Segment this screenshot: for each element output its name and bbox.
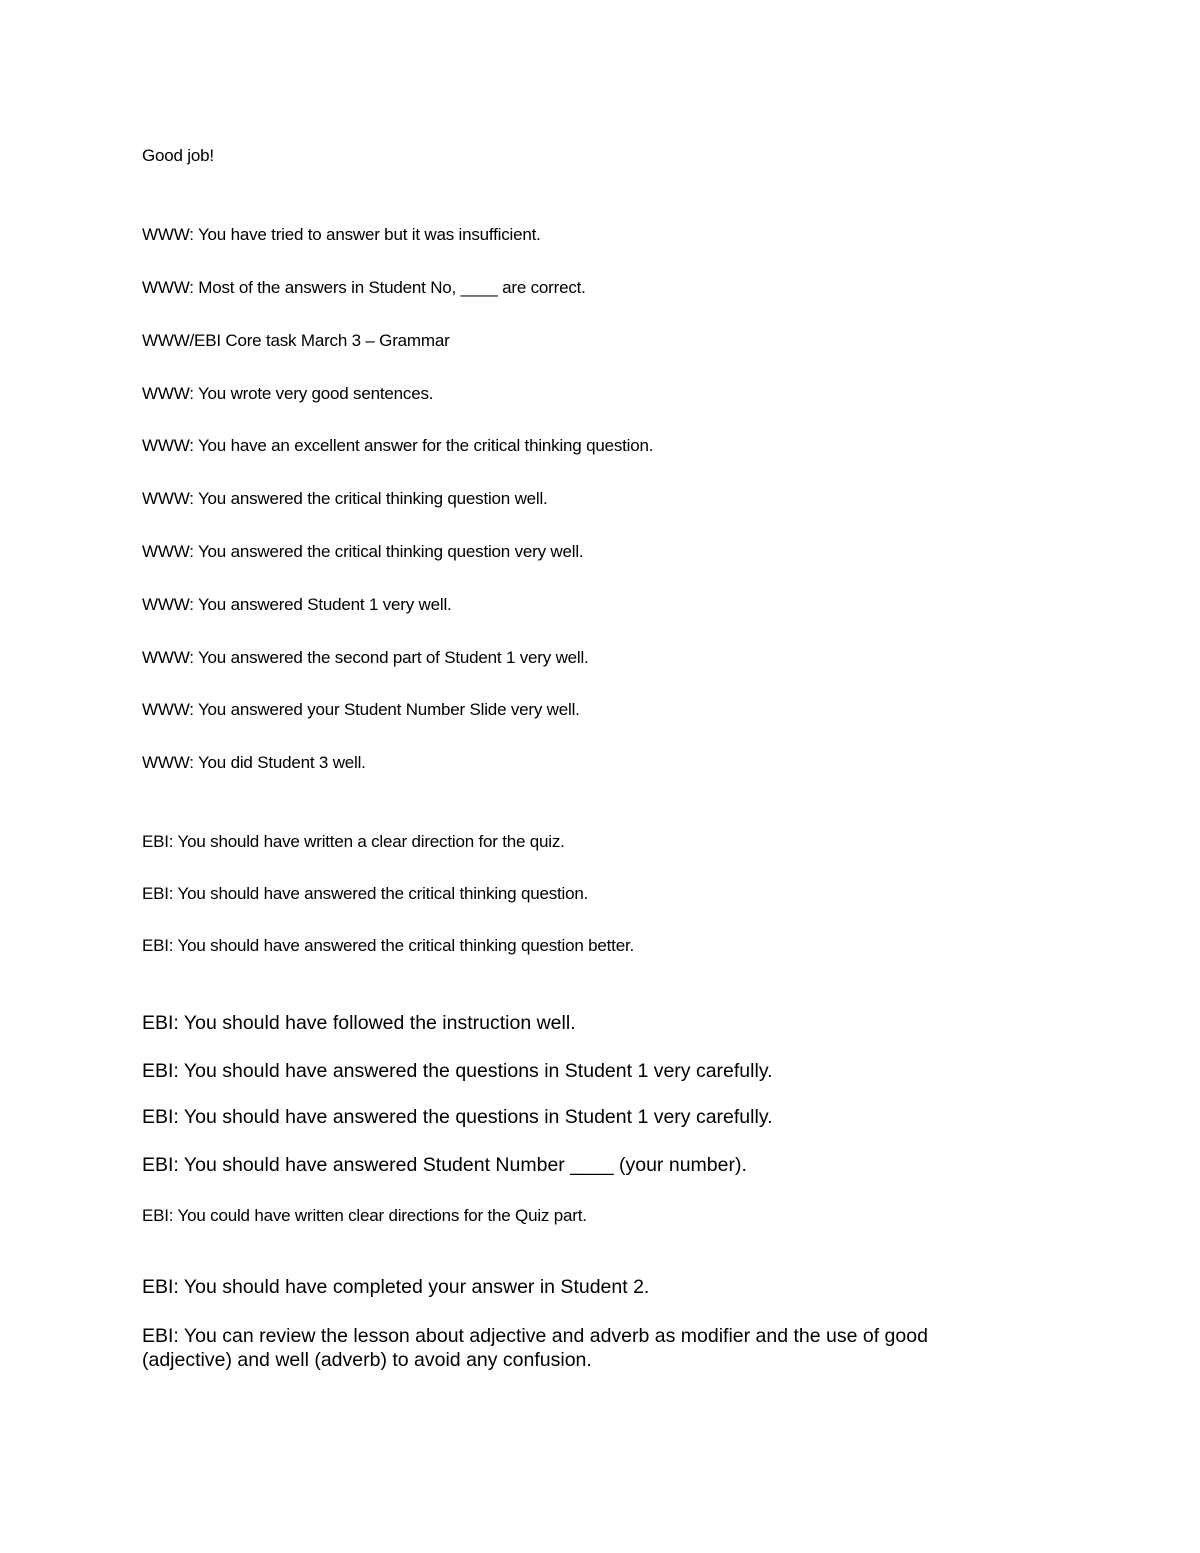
ebi-line: EBI: You should have answered the critical thinking question. — [142, 884, 589, 903]
ebi-line: EBI: You should have answered Student Number ____ (your number). — [142, 1154, 747, 1176]
www-line: WWW: You answered the critical thinking question very well. — [142, 542, 584, 561]
ebi-line: EBI: You should have answered the questions in Student 1 very carefully. — [142, 1106, 773, 1128]
www-line: WWW: You have tried to answer but it was insufficient. — [142, 225, 541, 244]
ebi-line: EBI: You could have written clear directions for the Quiz part. — [142, 1206, 587, 1225]
greeting-text: Good job! — [142, 146, 214, 165]
ebi-line: EBI: You should have answered the questions in Student 1 very carefully. — [142, 1060, 773, 1082]
ebi-line-multiline: EBI: You can review the lesson about adjective and adverb as modifier and the use of good (adjective) and well (adverb) to avoid any confusion. — [142, 1325, 928, 1371]
www-line: WWW: You answered Student 1 very well. — [142, 595, 452, 614]
www-line: WWW: You wrote very good sentences. — [142, 384, 434, 403]
www-line: WWW: Most of the answers in Student No, ____ are correct. — [142, 278, 586, 297]
www-line: WWW: You answered your Student Number Slide very well. — [142, 700, 580, 719]
ebi-line: EBI: You should have completed your answer in Student 2. — [142, 1276, 650, 1298]
www-line: WWW: You answered the second part of Student 1 very well. — [142, 648, 589, 667]
ebi-line: EBI: You should have followed the instruction well. — [142, 1012, 576, 1034]
ebi-line: EBI: You should have answered the critical thinking question better. — [142, 936, 635, 955]
www-ebi-heading: WWW/EBI Core task March 3 – Grammar — [142, 331, 450, 350]
www-line: WWW: You did Student 3 well. — [142, 753, 366, 772]
www-line: WWW: You answered the critical thinking question well. — [142, 489, 548, 508]
ebi-line: EBI: You should have written a clear direction for the quiz. — [142, 832, 565, 851]
www-line: WWW: You have an excellent answer for the critical thinking question. — [142, 436, 654, 455]
